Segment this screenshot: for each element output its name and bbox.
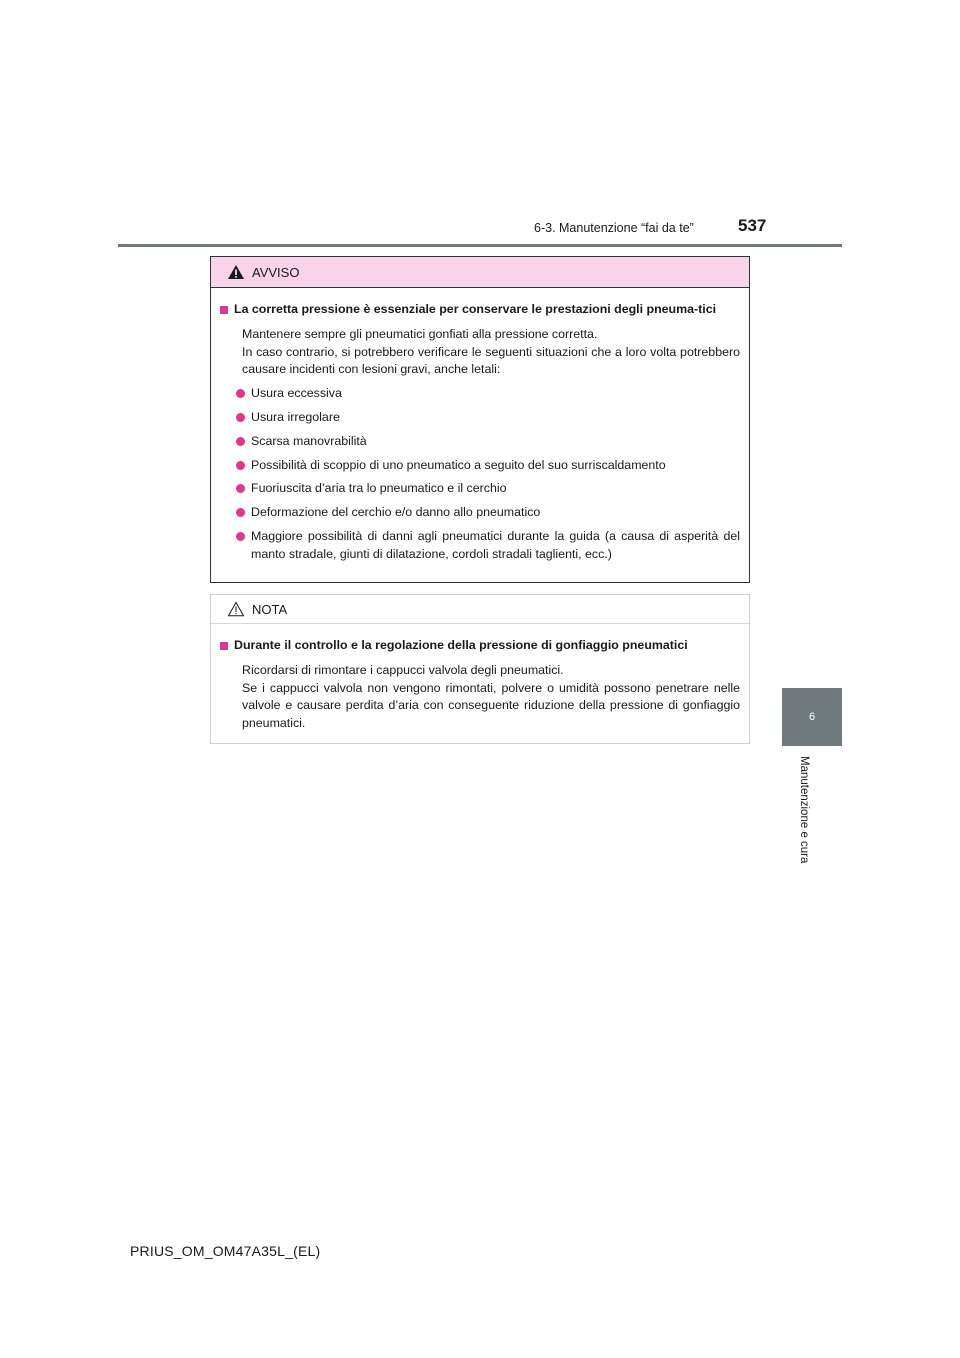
document-code: PRIUS_OM_OM47A35L_(EL) xyxy=(130,1243,321,1259)
caution-triangle-outline-icon xyxy=(227,601,245,617)
list-item xyxy=(219,480,741,498)
warning-box xyxy=(210,256,750,583)
note-line: Ricordarsi di rimontare i cappucci valvola degli pneumatici. xyxy=(242,662,564,677)
square-bullet-icon xyxy=(220,642,228,650)
chapter-number: 6 xyxy=(808,711,816,723)
list-item-text: Deformazione del cerchio e/o danno allo pneumatico xyxy=(251,505,541,520)
note-body xyxy=(211,624,749,733)
note-header xyxy=(211,595,749,624)
dot-bullet-icon xyxy=(236,413,245,422)
dot-bullet-icon xyxy=(236,508,245,517)
warning-heading-text: La corretta pressione è essenziale per conservare le prestazioni degli pneuma-tici xyxy=(234,302,717,316)
list-item xyxy=(219,409,741,427)
warning-title: AVVISO xyxy=(252,264,300,280)
dot-bullet-icon xyxy=(236,461,245,470)
list-item xyxy=(219,504,741,522)
chapter-tab xyxy=(782,688,842,746)
note-heading xyxy=(219,637,741,655)
chapter-label: Manutenzione e cura xyxy=(798,756,810,864)
warning-heading xyxy=(219,301,741,319)
list-item xyxy=(219,433,741,451)
list-item-text: Scarsa manovrabilità xyxy=(251,433,367,448)
note-title: NOTA xyxy=(252,601,288,617)
dot-bullet-icon xyxy=(236,437,245,446)
dot-bullet-icon xyxy=(236,484,245,493)
note-box xyxy=(210,594,750,744)
dot-bullet-icon xyxy=(236,389,245,398)
list-item xyxy=(219,528,741,564)
note-text xyxy=(219,662,741,733)
list-item xyxy=(219,385,741,403)
square-bullet-icon xyxy=(220,306,228,314)
note-line: Se i cappucci valvola non vengono rimontati, polvere o umidità possono penetrare nelle valvole e causare perdita d’aria con conseguente riduzione della pressione di gonfiaggio pneumatici. xyxy=(242,680,740,731)
list-item-text: Usura irregolare xyxy=(251,409,340,424)
list-item-text: Possibilità di scoppio di uno pneumatico a seguito del suo surriscaldamento xyxy=(251,457,666,472)
dot-bullet-icon xyxy=(236,532,245,541)
warning-header xyxy=(211,257,749,288)
warning-intro-line: Mantenere sempre gli pneumatici gonfiati alla pressione corretta. xyxy=(242,326,598,341)
list-item xyxy=(219,457,741,475)
section-title: 6-3. Manutenzione “fai da te” xyxy=(534,221,694,235)
warning-intro-line: In caso contrario, si potrebbero verificare le seguenti situazioni che a loro volta potrebbero causare incidenti con lesioni gravi, anche letali: xyxy=(242,344,740,377)
warning-body xyxy=(211,288,749,564)
page-number: 537 xyxy=(738,216,767,235)
warning-triangle-icon xyxy=(227,264,245,280)
header-rule xyxy=(118,244,842,247)
list-item-text: Fuoriuscita d’aria tra lo pneumatico e il cerchio xyxy=(251,481,507,496)
list-item-text: Maggiore possibilità di danni agli pneumatici durante la guida (a causa di asperità del manto stradale, giunti di dilatazione, cordoli stradali taglienti, ecc.) xyxy=(251,528,740,561)
note-heading-text: Durante il controllo e la regolazione della pressione di gonfiaggio pneumatici xyxy=(234,638,688,652)
warning-bullet-list xyxy=(219,385,741,563)
list-item-text: Usura eccessiva xyxy=(251,386,342,401)
warning-intro xyxy=(219,326,741,379)
